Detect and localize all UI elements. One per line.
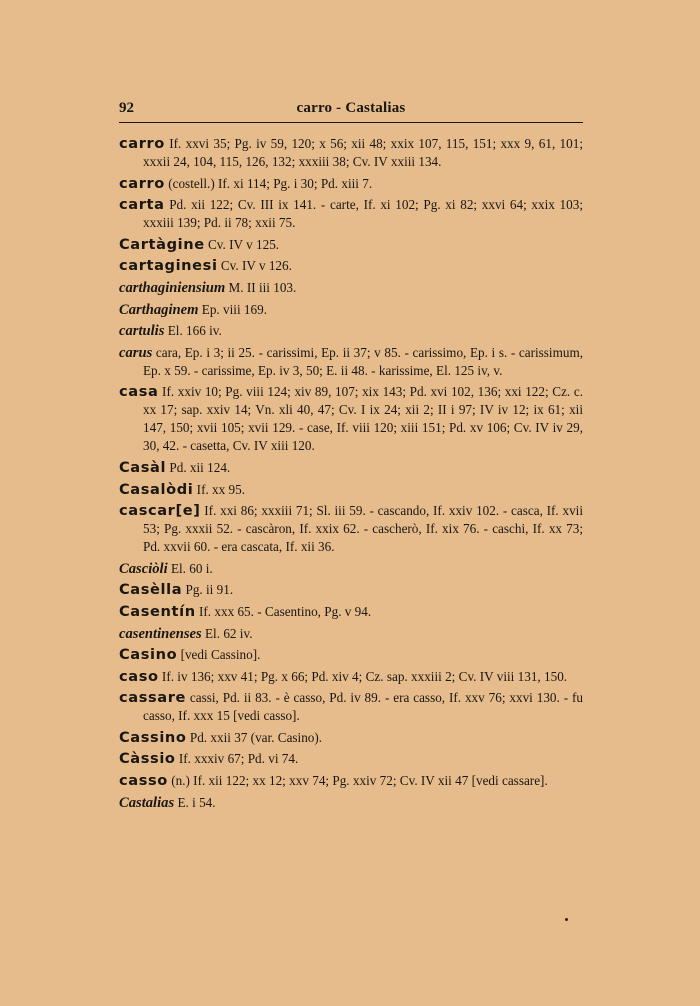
entry-text: If. xxx 65. - Casentino, Pg. v 94. [195, 603, 372, 619]
entry-text: cara, Ep. i 3; ii 25. - carissimi, Ep. ii 37; v 85. - carissimo, Ep. i s. - carissimum, Ep. x 59. - carissime, Ep. iv 3, 50; E. ii 48. - karissime, El. 125 iv, v. [143, 344, 583, 378]
entry-headword: carthaginiensium [119, 279, 226, 296]
entry [119, 175, 583, 193]
entry-text: E. i 54. [174, 794, 216, 810]
entry-headword: casa [119, 383, 159, 401]
entry [119, 481, 583, 499]
page-header [119, 98, 583, 120]
entry-headword: Càssio [119, 750, 176, 768]
entry [119, 459, 583, 477]
entry-text: Pd. xii 124. [166, 459, 231, 475]
entry-text: If. xxiv 10; Pg. viii 124; xiv 89, 107; xix 143; Pd. xvi 102, 136; xxi 122; Cz. c. xx 17; sap. xxiv 14; Vn. xli 40, 47; Cv. I ix 24; xii 2; II i 97; IV iv 12; ix 61; xii 147, 150; xvii 105; xvii 129. - case, If. viii 120; xiii 151; Pd. xv 106; Cv. IV iv 29, 30, 42. - casetta, Cv. IV xiii 120. [143, 384, 583, 454]
entry [119, 772, 583, 790]
entry-text: (n.) If. xii 122; xx 12; xxv 74; Pg. xxiv 72; Cv. IV xii 47 [vedi cassare]. [167, 773, 548, 789]
entry [119, 257, 583, 275]
entry-text: If. xxvi 35; Pg. iv 59, 120; x 56; xii 48; xxix 107, 115, 151; xxx 9, 61, 101; xxxii 24, 104, 115, 126, 132; xxxiii 38; Cv. IV xxiii 134. [143, 136, 583, 169]
entry-headword: Cartàgine [119, 235, 205, 253]
entry-headword: Casentín [119, 602, 196, 620]
entry-text: M. II iii 103. [225, 279, 297, 295]
entry [119, 603, 583, 621]
entry-headword: cartaginesi [119, 257, 218, 275]
entry-headword: Casèlla [119, 581, 183, 599]
entry [119, 646, 583, 664]
entry-text: [vedi Cassino]. [177, 647, 261, 663]
running-head: carro - Castalias [296, 100, 406, 116]
entry-text: If. xxi 86; xxxiii 71; Sl. iii 59. - cascando, If. xxiv 102. - casca, If. xvii 53; Pg. xxxii 52. - cascàron, If. xxix 62. - cascherò, If. xix 76. - caschi, If. xx 73; Pd. xxvii 60. - era cascata, If. xii 36. [143, 503, 583, 555]
entry-headword: casentinenses [119, 625, 202, 642]
entry-text: Pg. ii 91. [182, 582, 234, 598]
entry-headword: carus [119, 344, 153, 361]
entry-headword: carro [119, 174, 165, 192]
entry-text: If. xxxiv 67; Pd. vi 74. [175, 751, 299, 767]
page-speck [565, 918, 568, 921]
entry-headword: carta [119, 196, 165, 214]
entry [119, 560, 583, 578]
dictionary-page [119, 98, 583, 815]
entry [119, 794, 583, 812]
entry-headword: Casino [119, 646, 178, 664]
entry [119, 750, 583, 768]
entry-headword: Cassino [119, 728, 187, 746]
entry-text: El. 60 i. [167, 560, 213, 576]
entry [119, 625, 583, 643]
entry-headword: Casciòli [119, 560, 168, 577]
entry-headword: caso [119, 667, 159, 685]
entry-headword: casso [119, 772, 168, 790]
header-rule [119, 122, 583, 123]
entry-text: Cv. IV v 125. [204, 236, 280, 252]
entry-headword: Casalòdi [119, 480, 194, 498]
entry [119, 668, 583, 686]
entry-text: Pd. xii 122; Cv. III ix 141. - carte, If. xi 102; Pg. xi 82; xxvi 64; xxix 103; xxxiii 139; Pd. ii 78; xxii 75. [143, 197, 583, 231]
entry-headword: cartulis [119, 323, 165, 340]
entry-text: Cv. IV v 126. [217, 258, 292, 274]
entry-headword: carro [119, 135, 165, 152]
entry [119, 279, 583, 297]
entry-headword: Casàl [119, 458, 167, 476]
page-number: 92 [119, 100, 134, 116]
entry [119, 581, 583, 599]
entry-headword: Castalias [119, 794, 175, 811]
entry-text: El. 62 iv. [201, 625, 253, 641]
entry [119, 196, 583, 232]
entry [119, 301, 583, 319]
entry [119, 729, 583, 747]
entry-text: cassi, Pd. ii 83. - è casso, Pd. iv 89. - era casso, If. xxv 76; xxvi 130. - fu casso, If. xxx 15 [vedi casso]. [143, 690, 583, 724]
entry [119, 383, 583, 455]
entry [119, 322, 583, 340]
entry-text: If. xx 95. [193, 481, 246, 497]
entry-text: (costell.) If. xi 114; Pg. i 30; Pd. xiii 7. [164, 175, 373, 191]
entry [119, 344, 583, 380]
entry-text: Ep. viii 169. [198, 301, 267, 317]
entry-text: El. 166 iv. [164, 323, 222, 339]
entry [119, 689, 583, 725]
entry-text: Pd. xxii 37 (var. Casino). [186, 729, 323, 745]
entry-list [119, 135, 583, 812]
entry-text: If. iv 136; xxv 41; Pg. x 66; Pd. xiv 4; Cz. sap. xxxiii 2; Cv. IV viii 131, 150. [158, 668, 568, 684]
entry-headword: cascar[e] [119, 502, 201, 520]
entry-headword: cassare [119, 689, 187, 707]
entry [119, 236, 583, 254]
entry-headword: Carthaginem [119, 301, 199, 318]
entry [119, 135, 583, 171]
entry [119, 502, 583, 556]
